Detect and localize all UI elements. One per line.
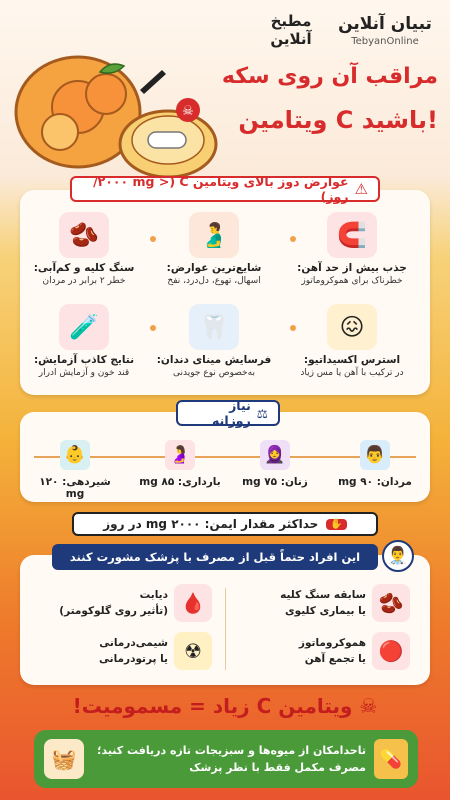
effect-title: نتایج کاذب آزمایش: xyxy=(33,354,135,366)
daily-need-label: شیردهی: ۱۲۰ mg xyxy=(39,476,111,500)
divider-dot xyxy=(150,236,156,242)
doctor-icon: 👨‍⚕ xyxy=(382,540,414,572)
headline-line1: مراقب آن روی سکه xyxy=(221,64,438,89)
effect-item xyxy=(288,304,416,378)
daily-need-label: زنان: ۷۵ mg xyxy=(242,476,308,488)
radiation-icon: ☢ xyxy=(174,632,212,670)
condition-text xyxy=(99,635,168,667)
warning-triangle-icon: ⚠ xyxy=(354,180,368,198)
svg-text:☠: ☠ xyxy=(182,104,194,119)
doctor-header-text: این افراد حتماً قبل از مصرف با پزشک مشورت کنند xyxy=(69,550,361,564)
woman-icon: 🧕 xyxy=(260,440,290,470)
skull-icon: ☠ xyxy=(352,694,378,718)
vegetable-basket-icon: 🧺 xyxy=(44,739,84,779)
condition-text xyxy=(299,635,366,667)
max-dose-bar xyxy=(72,512,378,536)
effect-title: شایع‌ترین عوارض: xyxy=(166,262,262,274)
tebyan-logo-en: TebyanOnline xyxy=(351,36,419,47)
consult-condition xyxy=(240,584,410,622)
divider-dot xyxy=(150,325,156,331)
man-icon: 👨 xyxy=(360,440,390,470)
doctor-divider xyxy=(225,588,226,670)
footer-text xyxy=(84,742,374,776)
effect-title: فرسایش مینای دندان: xyxy=(156,354,272,366)
condition-line1: سابقه سنگ کلیه xyxy=(280,589,366,601)
consult-condition xyxy=(240,632,410,670)
daily-need-item xyxy=(30,440,120,500)
stomach-icon: 🫃 xyxy=(189,212,239,258)
effect-desc: خطر ۲ برابر در مردان xyxy=(42,276,126,286)
tooth-icon: 🦷 xyxy=(189,304,239,350)
scale-icon: ⚖ xyxy=(256,405,268,421)
consult-condition xyxy=(42,632,212,670)
toxicity-warning-text: ویتامین C زیاد = مسمومیت! xyxy=(72,694,353,718)
daily-header xyxy=(176,400,280,426)
effect-item xyxy=(150,212,278,286)
daily-need-item xyxy=(135,440,225,488)
effects-header-text: عوارض دوز بالای ویتامین C (< ۲۰۰۰ mg/روز) xyxy=(93,174,349,204)
divider-dot xyxy=(290,236,296,242)
condition-line2: یا پرتودرمانی xyxy=(99,653,168,665)
daily-need-label: مردان: ۹۰ mg xyxy=(338,476,412,488)
effect-item xyxy=(288,212,416,286)
effect-title: استرس اکسیداتیو: xyxy=(303,354,401,366)
effect-item xyxy=(20,304,148,378)
max-dose-text: حداکثر مقدار ایمن: ۲۰۰۰ mg در روز xyxy=(103,517,319,531)
consult-condition xyxy=(42,584,212,622)
footer-line1: تاحدامکان از میوه‌ها و سبزیجات تازه دریافت کنید؛ xyxy=(97,744,366,757)
doctor-header xyxy=(52,544,378,570)
condition-line2: یا بیماری کلیوی xyxy=(285,605,366,617)
daily-header-text: نیاز روزانه xyxy=(212,398,251,428)
test-tube-icon: 🧪 xyxy=(59,304,109,350)
magnet-icon: 🧲 xyxy=(327,212,377,258)
footer-line2: مصرف مکمل فقط با نظر پزشک xyxy=(189,761,366,774)
condition-line1: شیمی‌درمانی xyxy=(99,637,168,649)
effect-desc: خطرناک برای هموکروماتوز xyxy=(301,276,403,286)
pregnancy-icon: 🤰 xyxy=(165,440,195,470)
divider-dot xyxy=(290,325,296,331)
footer-banner xyxy=(34,730,418,788)
toxicity-warning xyxy=(30,694,420,718)
condition-line1: هموکروماتوز xyxy=(298,637,366,649)
daily-need-item xyxy=(230,440,320,488)
condition-line2: یا تجمع آهن xyxy=(304,653,366,665)
headline-line2: ویتامین C باشید! xyxy=(238,106,438,134)
condition-line2: (تأثیر روی گلوکومتر) xyxy=(59,605,168,617)
blood-drop-icon: 🩸 xyxy=(174,584,212,622)
orange-coin-illustration xyxy=(8,32,218,182)
pill-bottle-icon: 💊 xyxy=(374,739,408,779)
condition-text xyxy=(59,587,168,619)
daily-need-item xyxy=(330,440,420,488)
condition-line1: دیابت xyxy=(139,589,168,601)
kidneys-icon: 🫘 xyxy=(372,584,410,622)
effect-desc: در ترکیب با آهن یا مس زیاد xyxy=(300,368,404,378)
condition-text xyxy=(280,587,366,619)
daily-need-label: بارداری: ۸۵ mg xyxy=(139,476,221,488)
stress-face-icon: 😖 xyxy=(327,304,377,350)
effects-header xyxy=(70,176,380,202)
tebyan-logo xyxy=(330,14,440,47)
matbakh-logo: مطبخ آنلاین xyxy=(270,12,312,48)
tebyan-logo-fa: تبیان آنلاین xyxy=(338,14,432,34)
effect-desc: به‌خصوص نوع جویدنی xyxy=(173,368,255,378)
stop-icon: ✋ xyxy=(326,519,346,530)
baby-icon: 👶 xyxy=(60,440,90,470)
blood-cells-icon: 🔴 xyxy=(372,632,410,670)
effect-desc: قند خون و آزمایش ادرار xyxy=(38,368,130,378)
effect-desc: اسهال، تهوع، دل‌درد، نفخ xyxy=(167,276,261,286)
effect-title: جذب بیش از حد آهن: xyxy=(297,262,407,274)
effect-item xyxy=(20,212,148,286)
effect-item xyxy=(150,304,278,378)
kidney-icon: 🫘 xyxy=(59,212,109,258)
effect-title: سنگ کلیه و کم‌آبی: xyxy=(33,262,135,274)
